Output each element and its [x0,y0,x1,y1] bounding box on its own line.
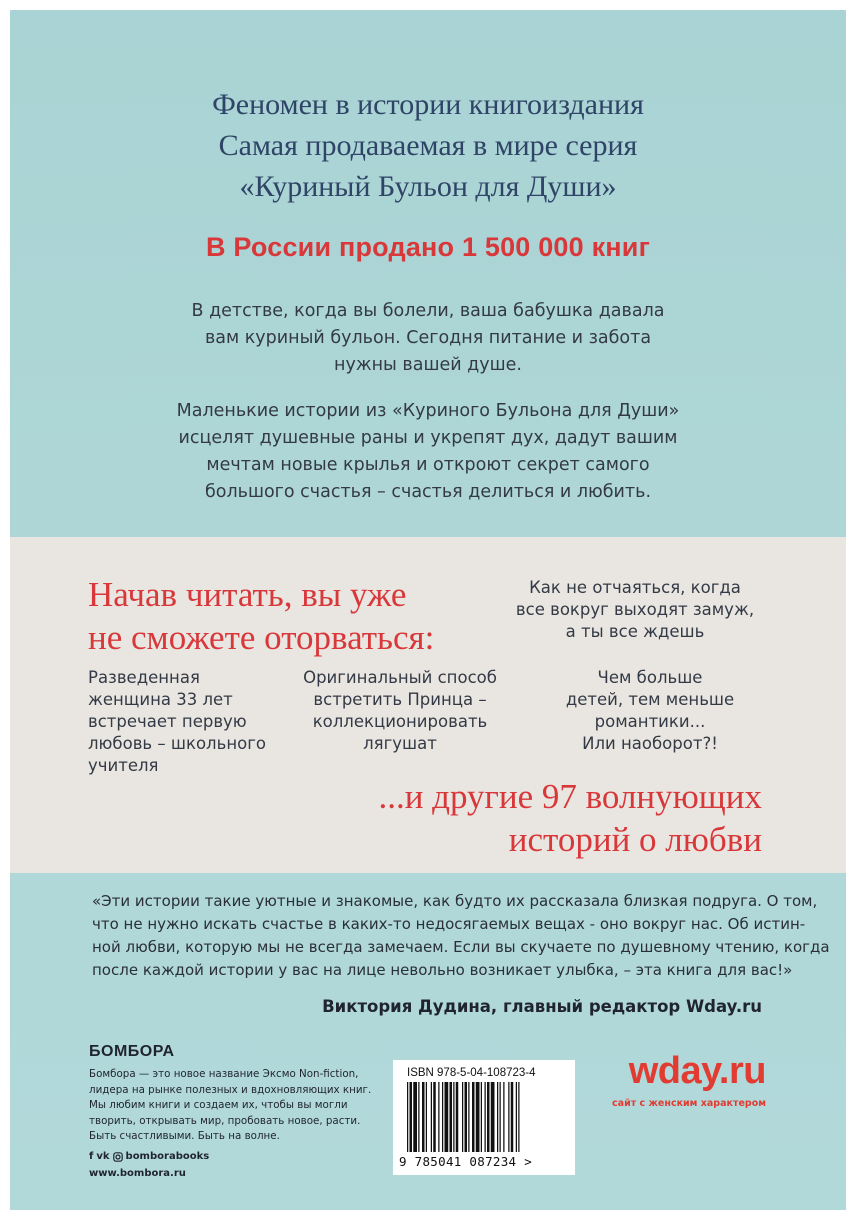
review-author: Виктория Дудина, главный редактор Wday.ru [322,997,762,1016]
headline-line: Феномен в истории книгоиздания [212,88,644,121]
ending-line: историй о любви [508,820,762,859]
wday-logo: wday.ru [628,1050,766,1092]
stories-band [10,537,846,873]
text-line: романтики... [594,712,706,731]
publisher-description [89,1067,371,1145]
story-teaser-top-right [510,577,760,643]
text-line: творить, открывать мир, пробовать новое, расти. [89,1114,361,1127]
text-line: что не нужно искать счастье в каких-то недосягаемых вещах - оно вокруг нас. Об истин- [92,915,806,933]
story-teaser-middle [300,667,500,755]
text-line: Как не отчаяться, когда [529,578,741,597]
text-line: любовь – школьного [88,734,266,753]
text-line: встречает первую [88,712,247,731]
text-line: Маленькие истории из «Куриного Бульона для Души» [176,401,680,421]
text-line: Мы любим книги и создаем их, чтобы вы могли [89,1099,348,1111]
band-ending [378,775,762,861]
text-line: Чем больше [597,668,703,687]
text-line: Или наоборот?! [582,734,718,753]
barcode-digits: 9 785041 087234 > [399,1154,533,1169]
isbn-barcode [393,1060,575,1175]
text-line: все вокруг выходят замуж, [515,600,755,619]
facebook-icon[interactable]: f [89,1151,94,1162]
series-headline [10,84,846,207]
text-line: детей, тем меньше [565,690,735,709]
text-line: Бомбора — это новое название Эксмо Non-fiction, [89,1068,359,1080]
intro-paragraph-2 [10,398,846,506]
text-line: мечтам новые крылья и откроют секрет самого [206,455,650,475]
ending-line: ...и другие 97 волнующих [378,777,762,816]
text-line: Разведенная [88,668,200,687]
text-line: коллекционировать [312,712,488,731]
text-line: после каждой истории у вас на лице невольно возникает улыбка, – эта книга для вас!» [92,961,793,979]
text-line: Быть счастливыми. Быть на волне. [89,1130,280,1142]
text-line: вам куриный бульон. Сегодня питание и забота [204,328,652,348]
text-line: лидера на рынке полезных и вдохновляющих книг. [89,1083,372,1096]
text-line: женщина 33 лет [88,690,233,709]
text-line: большого счастья – счастья делиться и любить. [204,482,652,502]
headline-line: «Куриный Бульон для Души» [239,170,617,203]
text-line: учителя [88,756,159,775]
band-title [88,573,434,659]
publisher-website[interactable]: www.bombora.ru [89,1168,186,1179]
text-line: исцелят душевные раны и укрепят дух, дадут вашим [178,428,678,448]
story-teaser-left [88,667,266,777]
headline-line: Самая продаваемая в мире серия [218,129,638,162]
title-line: Начав читать, вы уже [88,575,407,614]
text-line: ной любви, которую мы не всегда замечаем. Если вы скучаете по душевному чтению, когда [92,938,830,956]
vk-icon[interactable]: vk [96,1151,110,1162]
wday-tagline: сайт с женским характером [612,1098,766,1109]
text-line: Оригинальный способ [303,668,497,687]
instagram-icon[interactable] [113,1152,123,1162]
text-line: лягушат [363,734,437,753]
intro-paragraph-1 [10,298,846,379]
isbn-number: ISBN 978-5-04-108723-4 [407,1067,536,1079]
publisher-logo: БОМБОРА [89,1043,175,1060]
text-line: нужны вашей душе. [334,355,522,375]
text-line: встретить Принца – [313,690,487,709]
story-teaser-right [540,667,760,755]
barcode-bars [401,1082,561,1154]
sales-claim: В России продано 1 500 000 книг [205,232,651,262]
book-back-cover [10,10,846,1210]
title-line: не сможете оторваться: [88,618,435,657]
review-quote [92,890,830,982]
social-links [89,1151,209,1162]
text-line: В детстве, когда вы болели, ваша бабушка давала [191,301,665,321]
social-handle[interactable]: bomborabooks [125,1151,210,1162]
text-line: «Эти истории такие уютные и знакомые, как будто их рассказала близкая подруга. О том, [92,892,818,910]
text-line: а ты все ждешь [565,622,705,641]
